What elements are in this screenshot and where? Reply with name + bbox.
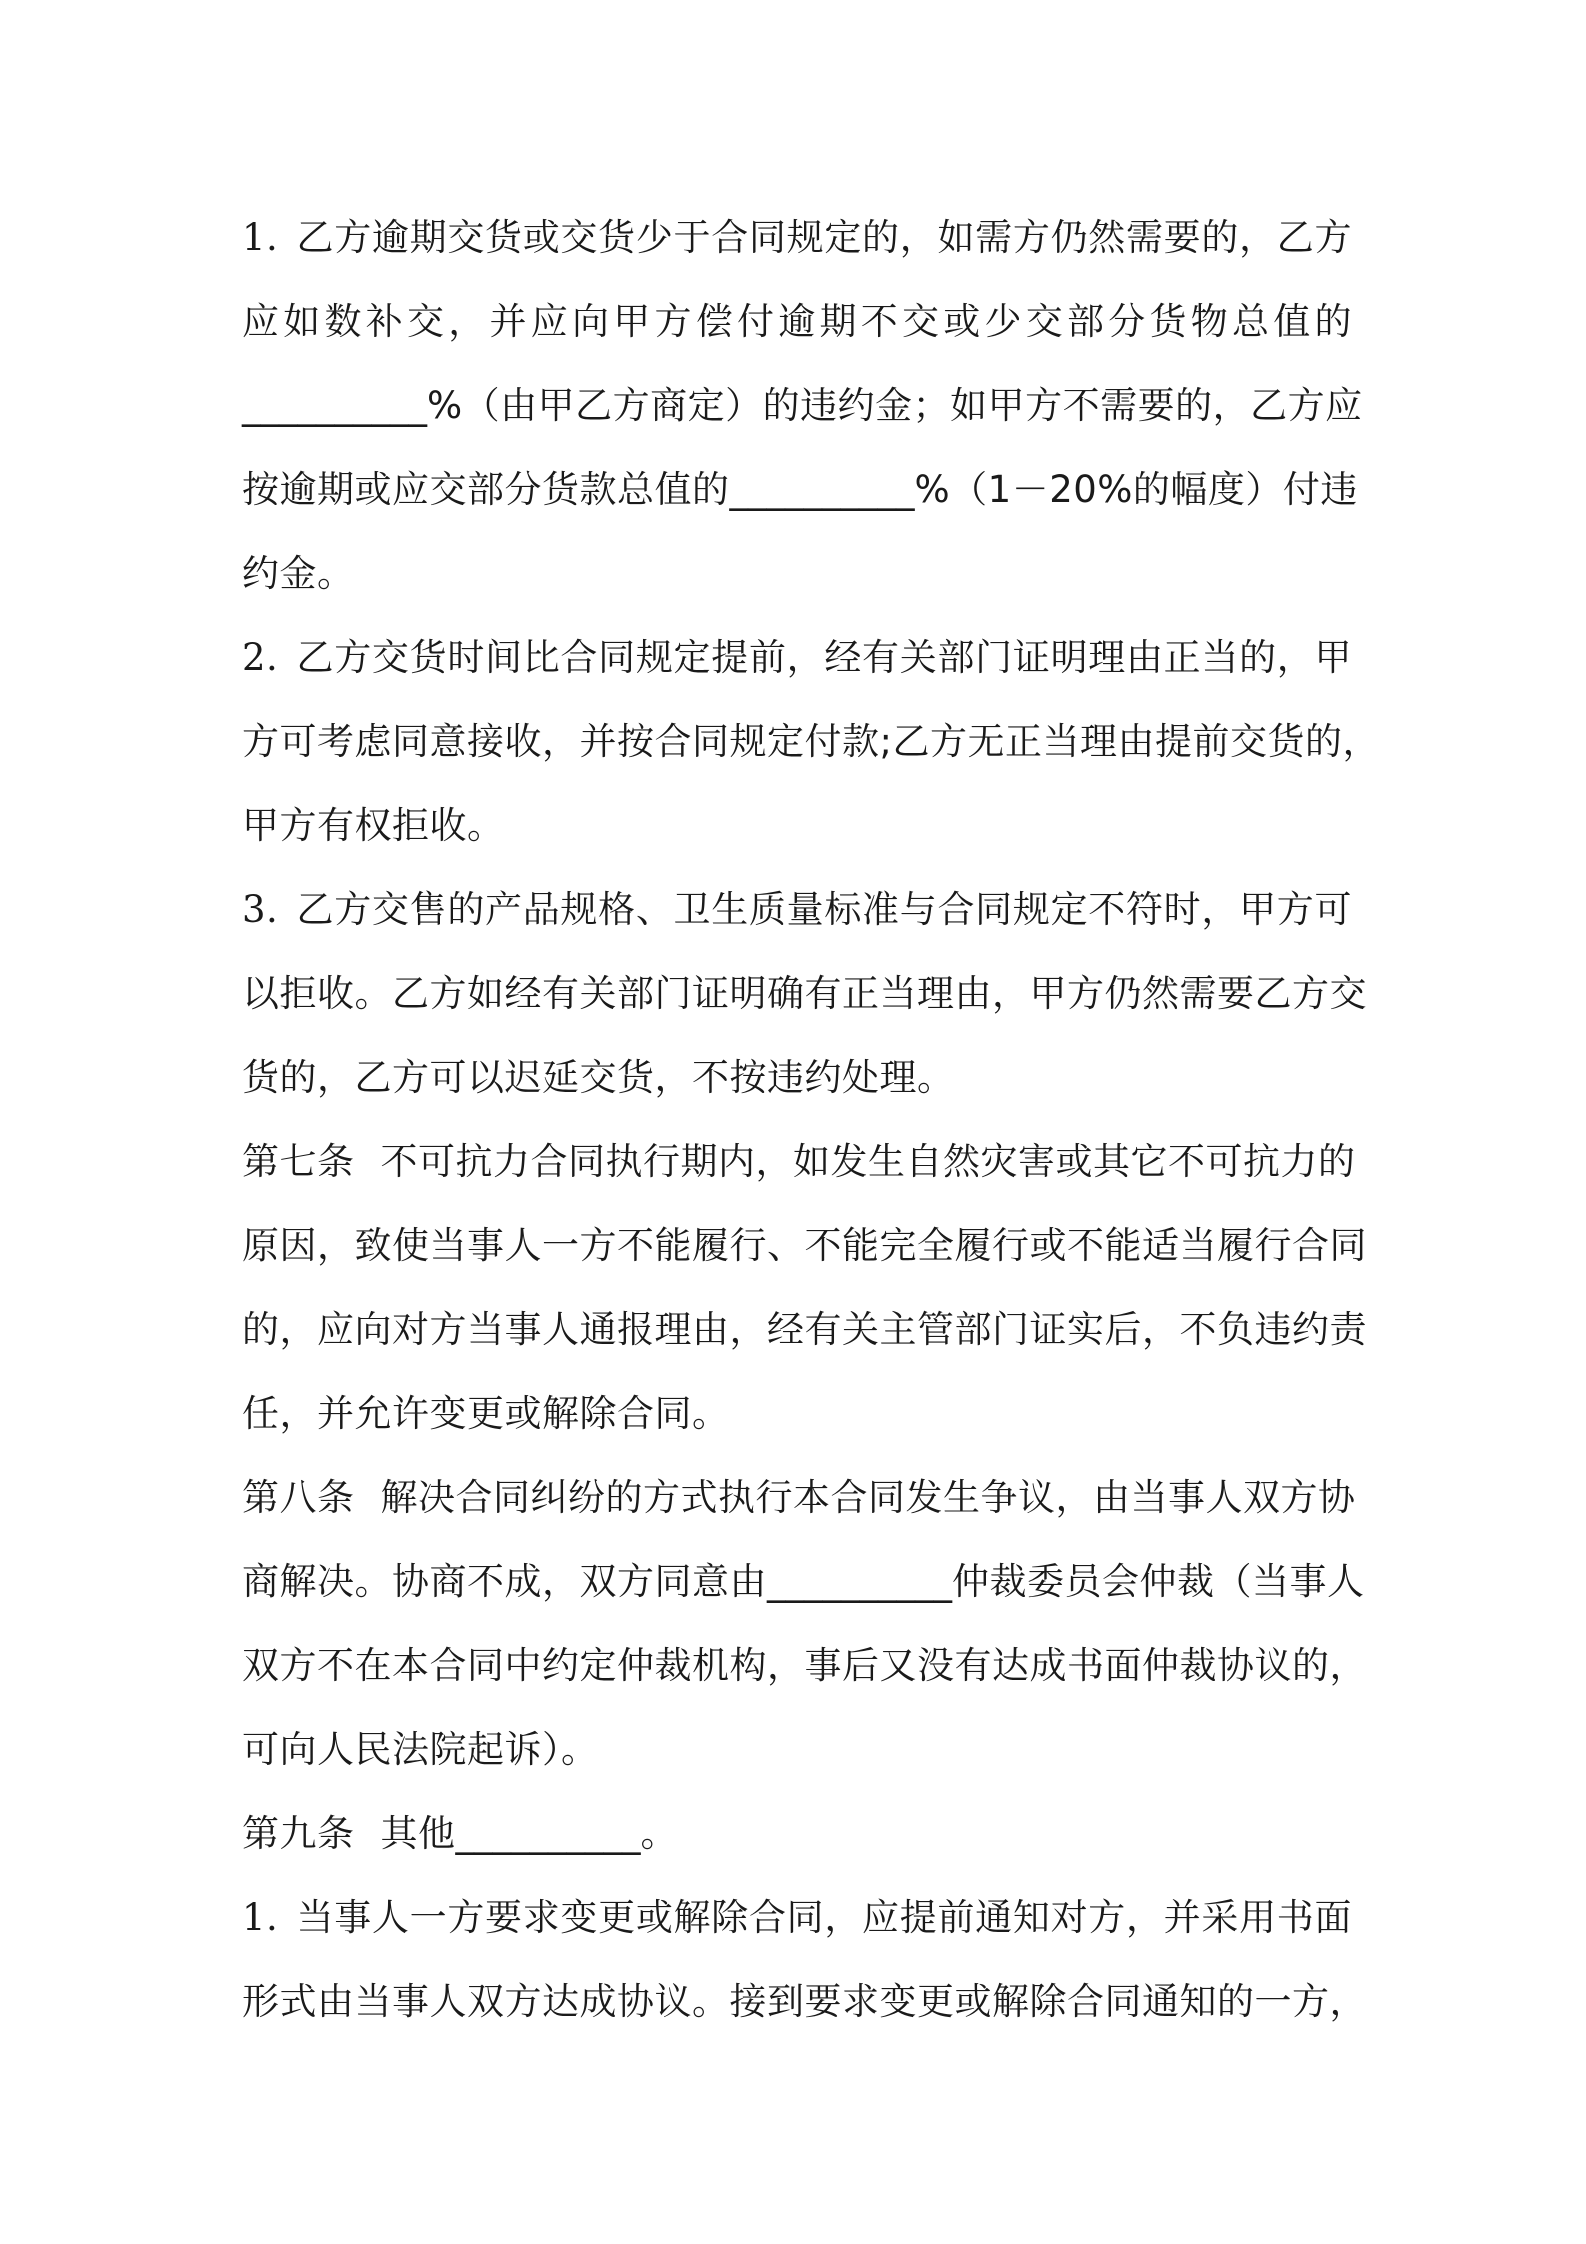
clause-number: 1. <box>242 1896 279 1939</box>
text-line <box>242 448 1358 532</box>
text-line <box>242 1120 1356 1204</box>
clause-text: %（1－20%的幅度）付违 <box>914 468 1358 511</box>
article-9-other <box>242 1792 1352 1876</box>
article-8-dispute-resolution <box>242 1456 1367 1792</box>
text-line: 货的，乙方可以迟延交货，不按违约处理。 <box>242 1056 955 1099</box>
blank-underscores: __________ <box>455 1812 641 1855</box>
clause-text: 乙方交货时间比合同规定提前，经有关部门证明理由正当的，甲 <box>296 636 1352 679</box>
article-text: 解决合同纠纷的方式执行本合同发生争议，由当事人双方协 <box>380 1476 1356 1519</box>
text-line: 以拒收。乙方如经有关部门证明确有正当理由，甲方仍然需要乙方交 <box>242 972 1367 1015</box>
text-line <box>242 1876 1352 1960</box>
text-line: 形式由当事人双方达成协议。接到要求变更或解除合同通知的一方， <box>242 1980 1367 2023</box>
text-line: 方可考虑同意接收，并按合同规定付款;乙方无正当理由提前交货的， <box>242 720 1380 763</box>
text-line: 可向人民法院起诉）。 <box>242 1728 599 1771</box>
clause-number: 2. <box>242 636 279 679</box>
blank-underscores: __________ <box>242 384 427 427</box>
text-line: 原因，致使当事人一方不能履行、不能完全履行或不能适当履行合同 <box>242 1224 1367 1267</box>
text-line: 约金。 <box>242 552 355 595</box>
text-line <box>242 196 1352 280</box>
clause-text: 乙方交售的产品规格、卫生质量标准与合同规定不符时，甲方可 <box>296 888 1352 931</box>
text-line <box>242 364 1363 448</box>
text-line: 双方不在本合同中约定仲裁机构，事后又没有达成书面仲裁协议的， <box>242 1644 1367 1687</box>
document-body <box>242 196 1380 2044</box>
article-label: 第八条 <box>242 1476 355 1519</box>
clause-2-early-delivery <box>242 616 1380 868</box>
article-text: 不可抗力合同执行期内，如发生自然灾害或其它不可抗力的 <box>380 1140 1356 1183</box>
blank-underscores: __________ <box>767 1560 952 1603</box>
text-line <box>242 1456 1356 1540</box>
article-7-force-majeure <box>242 1120 1367 1456</box>
article-label: 第七条 <box>242 1140 355 1183</box>
text-line <box>242 1540 1365 1624</box>
clause-1-late-delivery <box>242 196 1363 616</box>
text-line: 甲方有权拒收。 <box>242 804 505 847</box>
clause-text: %（由甲乙方商定）的违约金；如甲方不需要的，乙方应 <box>427 384 1363 427</box>
article-text: 商解决。协商不成，双方同意由 <box>242 1560 767 1603</box>
text-line: 的，应向对方当事人通报理由，经有关主管部门证实后，不负违约责 <box>242 1308 1367 1351</box>
text-line: 应如数补交，并应向甲方偿付逾期不交或少交部分货物总值的 <box>242 300 1352 343</box>
clause-1-modification <box>242 1876 1367 2044</box>
text-line <box>242 616 1352 700</box>
clause-text: 乙方逾期交货或交货少于合同规定的，如需方仍然需要的，乙方 <box>296 216 1352 259</box>
article-label: 第九条 <box>242 1812 355 1855</box>
blank-underscores: __________ <box>729 468 915 511</box>
clause-text: 当事人一方要求变更或解除合同，应提前通知对方，并采用书面 <box>296 1896 1352 1939</box>
article-text: 。 <box>640 1812 678 1855</box>
text-line: 任，并允许变更或解除合同。 <box>242 1392 730 1435</box>
clause-3-quality-mismatch <box>242 868 1367 1120</box>
article-text: 其他 <box>380 1812 456 1855</box>
clause-number: 1. <box>242 216 279 259</box>
clause-text: 按逾期或应交部分货款总值的 <box>242 468 730 511</box>
text-line <box>242 1792 1352 1876</box>
clause-number: 3. <box>242 888 279 931</box>
text-line <box>242 868 1352 952</box>
article-text: 仲裁委员会仲裁（当事人 <box>952 1560 1365 1603</box>
